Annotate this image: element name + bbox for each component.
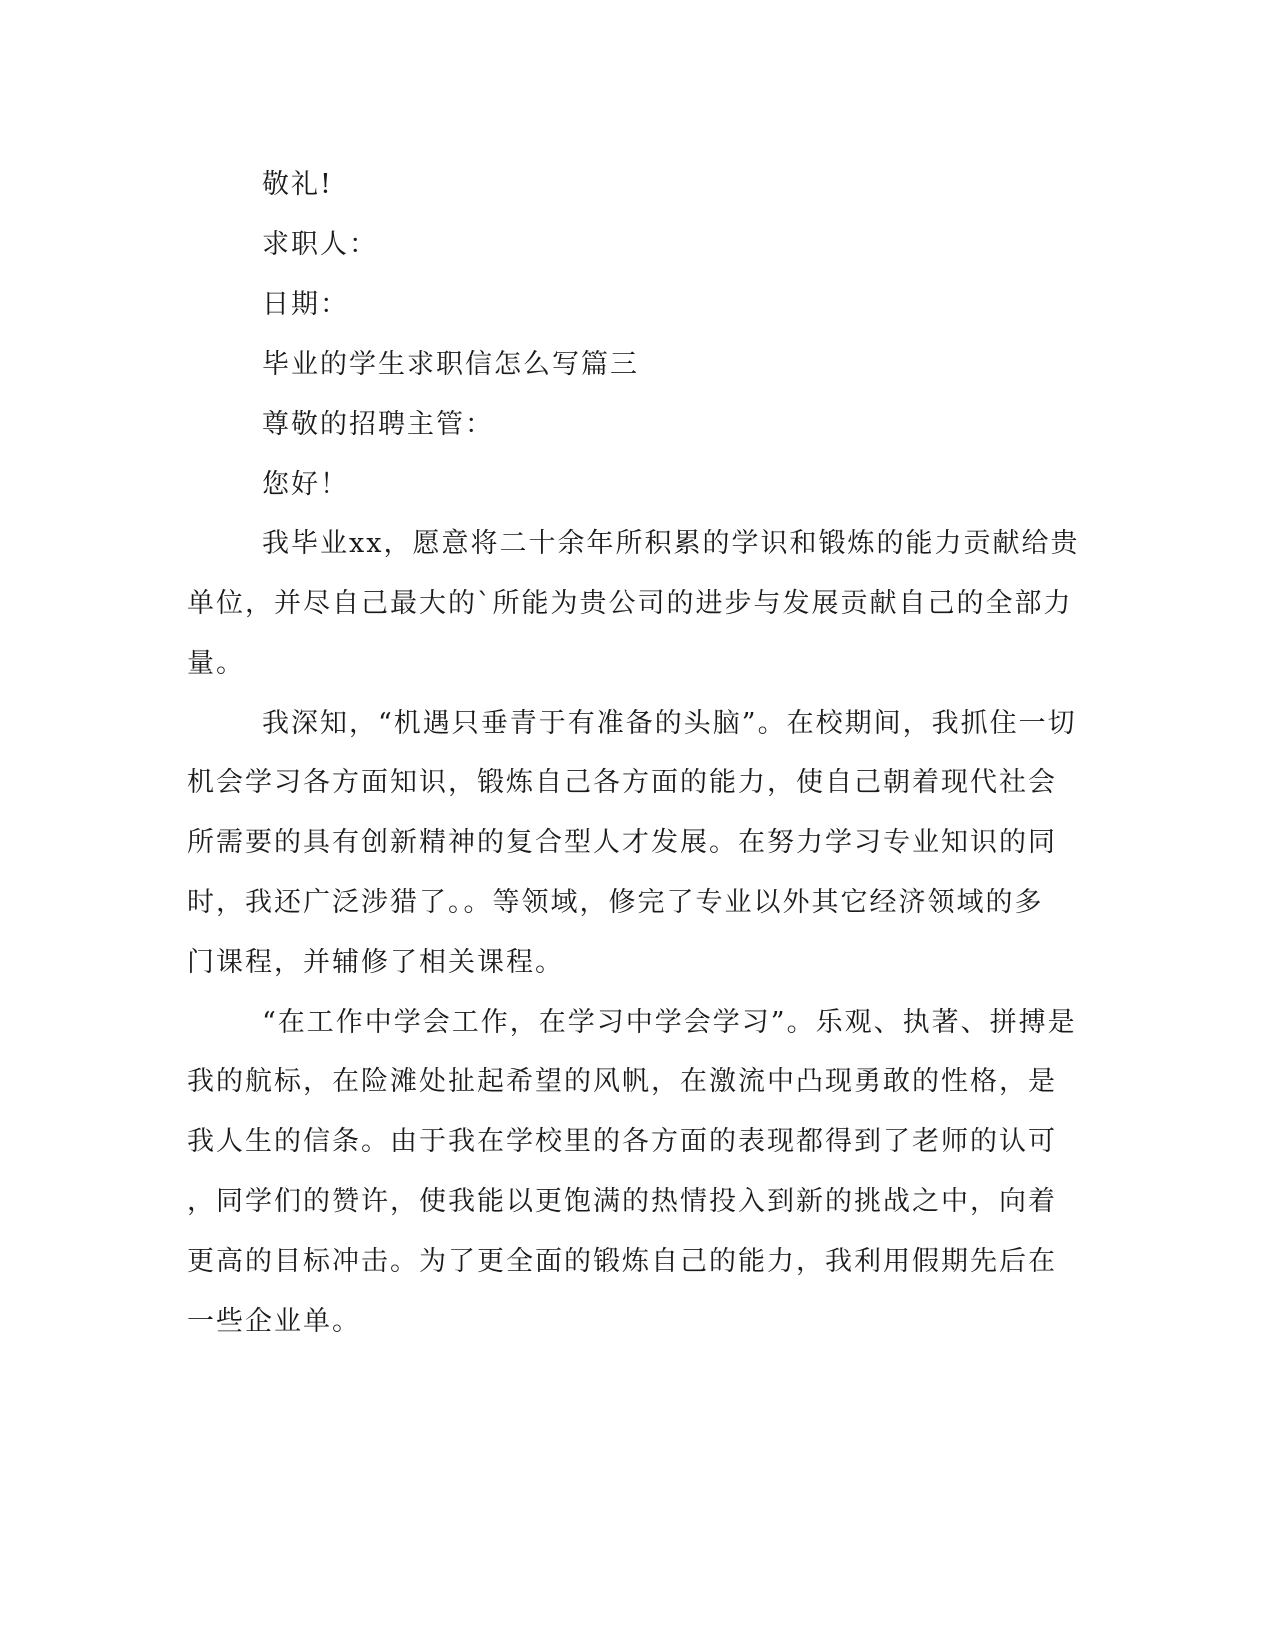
paragraph-line: 我人生的信条。由于我在学校里的各方面的表现都得到了老师的认可 xyxy=(187,1126,1057,1157)
applicant-label: 求职人： xyxy=(262,229,378,260)
paragraph-line: “在工作中学会工作，在学习中学会学习”。乐观、执著、拼搏是 xyxy=(262,1007,1077,1038)
closing-salute: 敬礼! xyxy=(262,169,333,200)
paragraph-line: 门课程，并辅修了相关课程。 xyxy=(187,947,564,978)
addressee: 尊敬的招聘主管： xyxy=(262,409,494,440)
paragraph-line: 机会学习各方面知识，锻炼自己各方面的能力，使自己朝着现代社会 xyxy=(187,767,1057,798)
date-label: 日期： xyxy=(262,289,349,320)
paragraph-line: 量。 xyxy=(187,648,245,679)
paragraph-line: 一些企业单。 xyxy=(187,1306,361,1337)
greeting-hello: 您好！ xyxy=(262,469,349,500)
paragraph-line: 所需要的具有创新精神的复合型人才发展。在努力学习专业知识的同 xyxy=(187,827,1057,858)
paragraph-line: 时，我还广泛涉猎了。。等领域，修完了专业以外其它经济领域的多 xyxy=(187,887,1044,918)
paragraph-line: 我深知，“机遇只垂青于有准备的头脑”。在校期间，我抓住一切 xyxy=(262,708,1077,739)
paragraph-line: 我的航标，在险滩处扯起希望的风帆，在激流中凸现勇敢的性格，是 xyxy=(187,1066,1057,1097)
paragraph-line: 更高的目标冲击。为了更全面的锻炼自己的能力，我利用假期先后在 xyxy=(187,1246,1057,1277)
section-title: 毕业的学生求职信怎么写篇三 xyxy=(262,349,639,380)
paragraph-line: ，同学们的赞许，使我能以更饱满的热情投入到新的挑战之中，向着 xyxy=(187,1186,1057,1217)
paragraph-line: 单位，并尽自己最大的`所能为贵公司的进步与发展贡献自己的全部力 xyxy=(187,588,1073,619)
paragraph-line: 我毕业xx，愿意将二十余年所积累的学识和锻炼的能力贡献给贵 xyxy=(262,528,1080,559)
